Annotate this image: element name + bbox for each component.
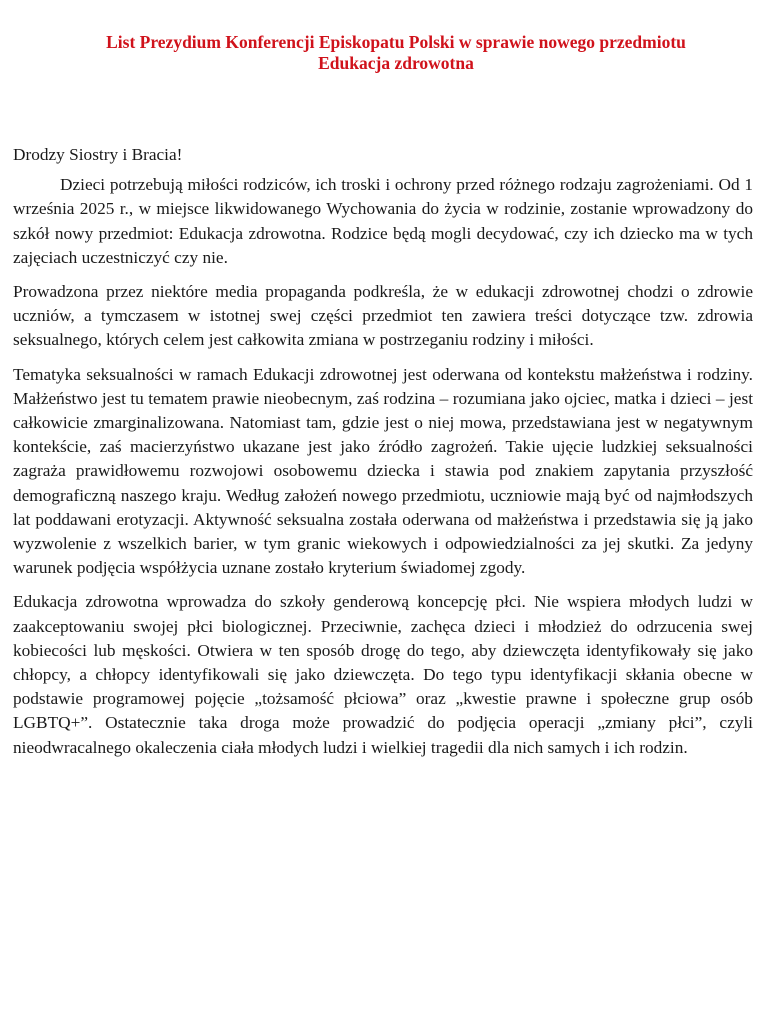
paragraph-2: Prowadzona przez niektóre media propaganda podkreśla, że w edukacji zdrowotnej chodzi o zdrowie uczniów, a tymczasem w istotnej swej części przedmiot ten zawiera treści dotyczące tzw. zdrowia seksualnego, których celem jest całkowita zmiana w postrzeganiu rodziny i miłości. <box>13 282 753 350</box>
paragraph-3: Tematyka seksualności w ramach Edukacji zdrowotnej jest oderwana od kontekstu małżeństwa i rodziny. Małżeństwo jest tu tematem prawie nieobecnym, zaś rodzina – rozumiana jako ojciec, matka i dzieci – jest całkowicie zmarginalizowana. Natomiast tam, gdzie jest o niej mowa, przedstawiana jest w negatywnym kontekście, zaś macierzyństwo ukazane jest jako źródło zagrożeń. Takie ujęcie ludzkiej seksualności zagraża prawidłowemu rozwojowi osobowemu dziecka i stawia pod znakiem zapytania przyszłość demograficzną naszego kraju. Według założeń nowego przedmiotu, uczniowie mają być od najmłodszych lat poddawani erotyzacji. Aktywność seksualna została oderwana od małżeństwa i przedstawia się ją jako wyzwolenie z wszelkich barier, w tym granic wiekowych i odpowiedzialności za jej skutki. Za jedyny warunek podjęcia współżycia uznane zostało kryterium świadomej zgody. <box>13 364 753 578</box>
greeting: Drodzy Siostry i Bracia! <box>13 145 183 164</box>
paragraph-1: Dzieci potrzebują miłości rodziców, ich troski i ochrony przed różnego rodzaju zagrożeniami. Od 1 września 2025 r., w miejsce likwidowanego Wychowania do życia w rodzinie, zostanie wprowadzony do szkół nowy przedmiot: Edukacja zdrowotna. Rodzice będą mogli decydować, czy ich dziecko ma w tych zajęciach uczestniczyć czy nie. <box>13 175 753 267</box>
letter-body <box>13 143 753 770</box>
title-line-1: List Prezydium Konferencji Episkopatu Polski w sprawie nowego przedmiotu <box>106 32 686 52</box>
document-title <box>30 32 762 74</box>
title-line-2: Edukacja zdrowotna <box>318 53 474 73</box>
paragraph-4: Edukacja zdrowotna wprowadza do szkoły genderową koncepcję płci. Nie wspiera młodych ludzi w zaakceptowaniu swojej płci biologicznej. Przeciwnie, zachęca dzieci i młodzież do odrzucenia swej kobiecości lub męskości. Otwiera w ten sposób drogę do tego, aby dziewczęta identyfikowały się jako chłopcy, a chłopcy identyfikowali się jako dziewczęta. Do tego typu identyfikacji skłania obecne w podstawie programowej pojęcie „tożsamość płciowa” oraz „kwestie prawne i społeczne grup osób LGBTQ+”. Ostatecznie taka droga może prowadzić do podjęcia operacji „zmiany płci”, czyli nieodwracalnego okaleczenia ciała młodych ludzi i wielkiej tragedii dla nich samych i ich rodzin. <box>13 592 753 757</box>
